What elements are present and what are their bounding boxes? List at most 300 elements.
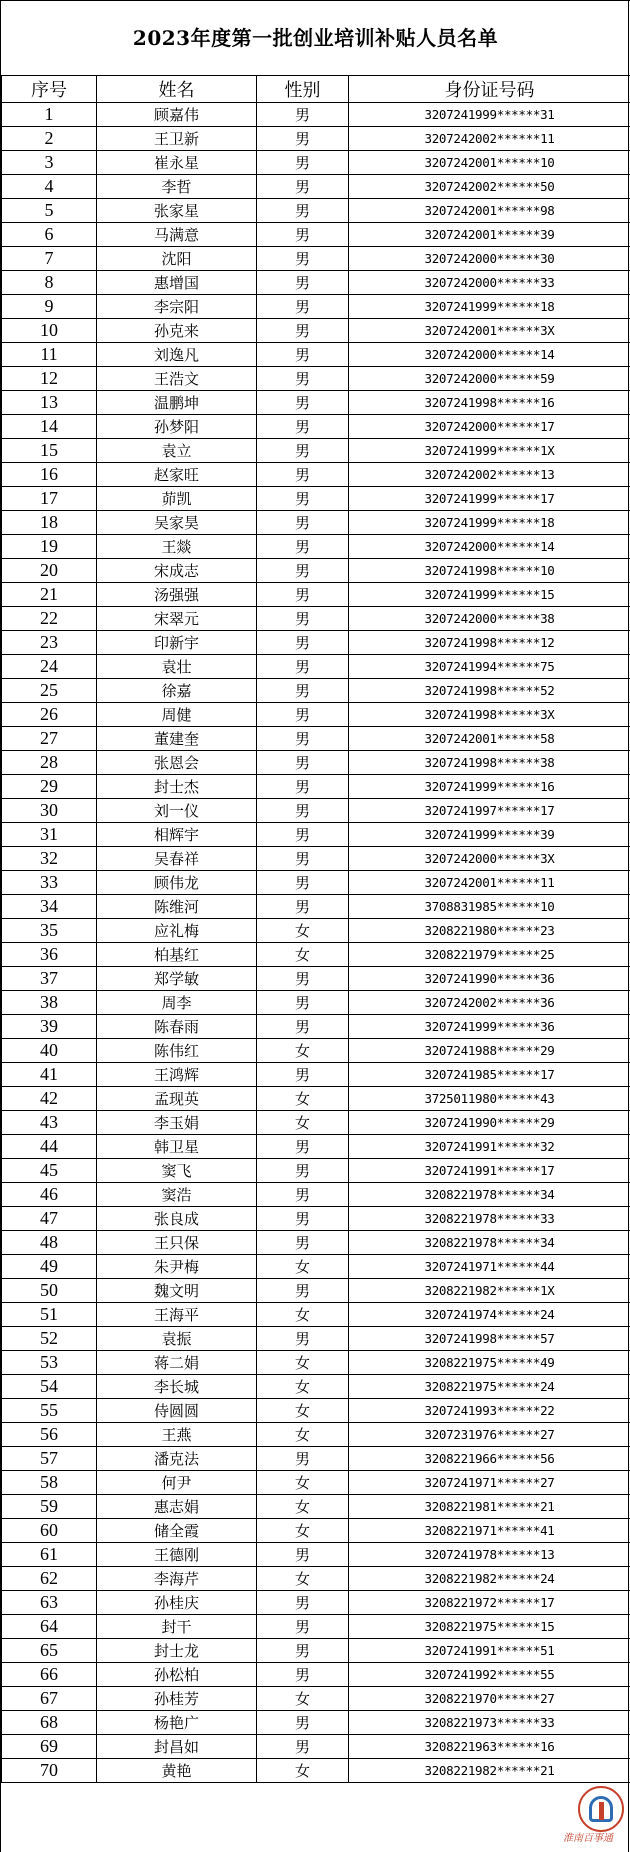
cell-id-number: 3207241974******24: [349, 1303, 630, 1327]
cell-name: 孙松柏: [97, 1663, 257, 1687]
cell-serial: 65: [2, 1639, 97, 1663]
cell-id-number: 3207242001******10: [349, 151, 630, 175]
cell-id-number: 3207242001******58: [349, 727, 630, 751]
cell-serial: 59: [2, 1495, 97, 1519]
cell-serial: 5: [2, 199, 97, 223]
cell-name: 侍圆圆: [97, 1399, 257, 1423]
cell-name: 王浩文: [97, 367, 257, 391]
cell-name: 袁立: [97, 439, 257, 463]
cell-name: 张良成: [97, 1207, 257, 1231]
cell-gender: 女: [257, 1039, 349, 1063]
cell-name: 茆凯: [97, 487, 257, 511]
table-row: [2, 247, 630, 271]
cell-gender: 女: [257, 1111, 349, 1135]
table-row: [2, 1087, 630, 1111]
cell-serial: 15: [2, 439, 97, 463]
cell-id-number: 3207241998******52: [349, 679, 630, 703]
cell-gender: 男: [257, 1639, 349, 1663]
cell-id-number: 3708831985******10: [349, 895, 630, 919]
cell-serial: 8: [2, 271, 97, 295]
cell-name: 李哲: [97, 175, 257, 199]
cell-id-number: 3207242000******59: [349, 367, 630, 391]
cell-gender: 女: [257, 1375, 349, 1399]
page-title: 2023年度第一批创业培训补贴人员名单: [1, 0, 630, 75]
cell-name: 孙克来: [97, 319, 257, 343]
table-row: [2, 727, 630, 751]
cell-gender: 男: [257, 415, 349, 439]
cell-gender: 男: [257, 847, 349, 871]
cell-serial: 70: [2, 1759, 97, 1783]
cell-serial: 56: [2, 1423, 97, 1447]
table-row: [2, 1351, 630, 1375]
cell-serial: 25: [2, 679, 97, 703]
table-row: [2, 751, 630, 775]
cell-name: 封士杰: [97, 775, 257, 799]
table-row: [2, 847, 630, 871]
cell-id-number: 3208221978******33: [349, 1207, 630, 1231]
table-row: [2, 967, 630, 991]
table-row: [2, 1135, 630, 1159]
cell-name: 刘一仪: [97, 799, 257, 823]
cell-gender: 男: [257, 1183, 349, 1207]
cell-gender: 男: [257, 607, 349, 631]
table-row: [2, 1471, 630, 1495]
cell-name: 袁壮: [97, 655, 257, 679]
header-gender: 性别: [257, 76, 349, 103]
cell-serial: 33: [2, 871, 97, 895]
cell-gender: 男: [257, 1135, 349, 1159]
cell-name: 惠增国: [97, 271, 257, 295]
table-row: [2, 1423, 630, 1447]
cell-serial: 34: [2, 895, 97, 919]
cell-gender: 男: [257, 271, 349, 295]
cell-id-number: 3208221980******23: [349, 919, 630, 943]
cell-name: 封士龙: [97, 1639, 257, 1663]
cell-gender: 男: [257, 1327, 349, 1351]
table-row: [2, 151, 630, 175]
table-row: [2, 439, 630, 463]
cell-id-number: 3207241998******12: [349, 631, 630, 655]
cell-gender: 男: [257, 655, 349, 679]
cell-serial: 45: [2, 1159, 97, 1183]
cell-gender: 女: [257, 1351, 349, 1375]
table-row: [2, 871, 630, 895]
table-row: [2, 559, 630, 583]
cell-name: 顾伟龙: [97, 871, 257, 895]
table-row: [2, 799, 630, 823]
cell-serial: 22: [2, 607, 97, 631]
table-row: [2, 223, 630, 247]
cell-name: 沈阳: [97, 247, 257, 271]
cell-serial: 19: [2, 535, 97, 559]
cell-gender: 女: [257, 1255, 349, 1279]
cell-serial: 26: [2, 703, 97, 727]
cell-gender: 男: [257, 367, 349, 391]
cell-gender: 男: [257, 319, 349, 343]
table-row: [2, 679, 630, 703]
cell-gender: 女: [257, 1519, 349, 1543]
table-row: [2, 1327, 630, 1351]
table-row: [2, 1063, 630, 1087]
cell-serial: 52: [2, 1327, 97, 1351]
cell-id-number: 3207241999******1X: [349, 439, 630, 463]
table-row: [2, 655, 630, 679]
cell-id-number: 3207241990******36: [349, 967, 630, 991]
table-row: [2, 1543, 630, 1567]
cell-id-number: 3207242002******50: [349, 175, 630, 199]
cell-id-number: 3208221971******41: [349, 1519, 630, 1543]
cell-id-number: 3207242001******3X: [349, 319, 630, 343]
cell-name: 温鹏坤: [97, 391, 257, 415]
cell-serial: 48: [2, 1231, 97, 1255]
cell-id-number: 3207241971******27: [349, 1471, 630, 1495]
table-row: [2, 919, 630, 943]
cell-serial: 40: [2, 1039, 97, 1063]
roster-table: [1, 75, 630, 1783]
cell-gender: 男: [257, 751, 349, 775]
cell-serial: 27: [2, 727, 97, 751]
cell-gender: 女: [257, 1399, 349, 1423]
cell-name: 汤强强: [97, 583, 257, 607]
cell-id-number: 3208221982******21: [349, 1759, 630, 1783]
table-row: [2, 535, 630, 559]
cell-id-number: 3207242002******36: [349, 991, 630, 1015]
cell-serial: 3: [2, 151, 97, 175]
cell-id-number: 3208221982******1X: [349, 1279, 630, 1303]
cell-id-number: 3207241998******57: [349, 1327, 630, 1351]
cell-id-number: 3207241998******3X: [349, 703, 630, 727]
cell-gender: 女: [257, 1687, 349, 1711]
cell-serial: 13: [2, 391, 97, 415]
cell-serial: 1: [2, 103, 97, 127]
cell-serial: 30: [2, 799, 97, 823]
table-row: [2, 487, 630, 511]
cell-id-number: 3207242000******17: [349, 415, 630, 439]
cell-gender: 女: [257, 943, 349, 967]
table-row: [2, 463, 630, 487]
cell-name: 何尹: [97, 1471, 257, 1495]
cell-id-number: 3207241997******17: [349, 799, 630, 823]
cell-id-number: 3207242000******14: [349, 535, 630, 559]
cell-serial: 16: [2, 463, 97, 487]
cell-gender: 女: [257, 1567, 349, 1591]
cell-serial: 10: [2, 319, 97, 343]
cell-serial: 61: [2, 1543, 97, 1567]
cell-id-number: 3207241999******16: [349, 775, 630, 799]
cell-serial: 39: [2, 1015, 97, 1039]
table-row: [2, 1567, 630, 1591]
table-row: [2, 1399, 630, 1423]
cell-name: 应礼梅: [97, 919, 257, 943]
table-row: [2, 1111, 630, 1135]
cell-id-number: 3208221966******56: [349, 1447, 630, 1471]
cell-name: 徐嘉: [97, 679, 257, 703]
cell-gender: 男: [257, 127, 349, 151]
cell-name: 董建奎: [97, 727, 257, 751]
cell-name: 黄艳: [97, 1759, 257, 1783]
cell-id-number: 3207242001******11: [349, 871, 630, 895]
cell-id-number: 3207241999******15: [349, 583, 630, 607]
cell-serial: 38: [2, 991, 97, 1015]
cell-gender: 男: [257, 487, 349, 511]
cell-name: 张恩会: [97, 751, 257, 775]
cell-name: 封干: [97, 1615, 257, 1639]
table-row: [2, 1231, 630, 1255]
table-row: [2, 583, 630, 607]
cell-id-number: 3207242000******38: [349, 607, 630, 631]
cell-id-number: 3207241999******36: [349, 1015, 630, 1039]
cell-gender: 女: [257, 1303, 349, 1327]
cell-id-number: 3207241971******44: [349, 1255, 630, 1279]
cell-id-number: 3208221973******33: [349, 1711, 630, 1735]
cell-name: 陈维河: [97, 895, 257, 919]
table-row: [2, 1279, 630, 1303]
cell-gender: 女: [257, 1759, 349, 1783]
cell-serial: 24: [2, 655, 97, 679]
table-row: [2, 1759, 630, 1783]
cell-name: 窦浩: [97, 1183, 257, 1207]
cell-serial: 4: [2, 175, 97, 199]
cell-name: 惠志娟: [97, 1495, 257, 1519]
cell-gender: 男: [257, 967, 349, 991]
cell-serial: 51: [2, 1303, 97, 1327]
cell-name: 崔永星: [97, 151, 257, 175]
cell-gender: 女: [257, 1471, 349, 1495]
cell-gender: 男: [257, 1159, 349, 1183]
table-row: [2, 1015, 630, 1039]
cell-id-number: 3207241999******18: [349, 295, 630, 319]
cell-serial: 20: [2, 559, 97, 583]
cell-name: 吴家昊: [97, 511, 257, 535]
cell-name: 李长城: [97, 1375, 257, 1399]
cell-serial: 36: [2, 943, 97, 967]
cell-name: 魏文明: [97, 1279, 257, 1303]
cell-name: 陈伟红: [97, 1039, 257, 1063]
table-row: [2, 1519, 630, 1543]
cell-gender: 男: [257, 391, 349, 415]
cell-id-number: 3208221982******24: [349, 1567, 630, 1591]
cell-id-number: 3208221975******15: [349, 1615, 630, 1639]
cell-serial: 31: [2, 823, 97, 847]
cell-serial: 67: [2, 1687, 97, 1711]
table-row: [2, 367, 630, 391]
cell-serial: 46: [2, 1183, 97, 1207]
cell-id-number: 3207241998******38: [349, 751, 630, 775]
cell-id-number: 3208221975******24: [349, 1375, 630, 1399]
cell-name: 孙桂芳: [97, 1687, 257, 1711]
table-row: [2, 199, 630, 223]
cell-gender: 男: [257, 175, 349, 199]
cell-serial: 69: [2, 1735, 97, 1759]
cell-name: 孙桂庆: [97, 1591, 257, 1615]
table-row: [2, 1207, 630, 1231]
table-row: [2, 895, 630, 919]
cell-id-number: 3207231976******27: [349, 1423, 630, 1447]
cell-serial: 21: [2, 583, 97, 607]
cell-serial: 42: [2, 1087, 97, 1111]
cell-id-number: 3208221978******34: [349, 1231, 630, 1255]
cell-name: 孙梦阳: [97, 415, 257, 439]
table-row: [2, 1303, 630, 1327]
cell-name: 储全霞: [97, 1519, 257, 1543]
cell-gender: 男: [257, 343, 349, 367]
table-row: [2, 703, 630, 727]
cell-serial: 35: [2, 919, 97, 943]
cell-id-number: 3208221981******21: [349, 1495, 630, 1519]
cell-name: 相辉宇: [97, 823, 257, 847]
cell-id-number: 3207241994******75: [349, 655, 630, 679]
table-row: [2, 1255, 630, 1279]
cell-name: 陈春雨: [97, 1015, 257, 1039]
cell-id-number: 3207241991******32: [349, 1135, 630, 1159]
cell-name: 潘克法: [97, 1447, 257, 1471]
cell-gender: 男: [257, 103, 349, 127]
cell-id-number: 3207242001******39: [349, 223, 630, 247]
cell-name: 张家星: [97, 199, 257, 223]
cell-id-number: 3207241985******17: [349, 1063, 630, 1087]
cell-gender: 男: [257, 799, 349, 823]
cell-gender: 男: [257, 1615, 349, 1639]
cell-name: 马满意: [97, 223, 257, 247]
cell-gender: 男: [257, 991, 349, 1015]
cell-serial: 44: [2, 1135, 97, 1159]
cell-name: 宋成志: [97, 559, 257, 583]
cell-serial: 12: [2, 367, 97, 391]
cell-name: 封昌如: [97, 1735, 257, 1759]
cell-serial: 57: [2, 1447, 97, 1471]
cell-serial: 29: [2, 775, 97, 799]
table-row: [2, 103, 630, 127]
cell-id-number: 3208221972******17: [349, 1591, 630, 1615]
cell-name: 吴春祥: [97, 847, 257, 871]
cell-name: 王卫新: [97, 127, 257, 151]
table-row: [2, 1591, 630, 1615]
header-serial: 序号: [2, 76, 97, 103]
cell-serial: 6: [2, 223, 97, 247]
cell-gender: 男: [257, 439, 349, 463]
cell-serial: 2: [2, 127, 97, 151]
table-row: [2, 1735, 630, 1759]
header-id-number: 身份证号码: [349, 76, 630, 103]
cell-id-number: 3208221970******27: [349, 1687, 630, 1711]
cell-name: 王鸿辉: [97, 1063, 257, 1087]
cell-gender: 男: [257, 151, 349, 175]
cell-serial: 62: [2, 1567, 97, 1591]
table-row: [2, 1615, 630, 1639]
cell-serial: 50: [2, 1279, 97, 1303]
logo-badge-icon: [578, 1786, 624, 1832]
cell-name: 王德刚: [97, 1543, 257, 1567]
cell-name: 刘逸凡: [97, 343, 257, 367]
cell-id-number: 3208221975******49: [349, 1351, 630, 1375]
cell-gender: 男: [257, 895, 349, 919]
cell-id-number: 3207241999******31: [349, 103, 630, 127]
table-row: [2, 319, 630, 343]
cell-id-number: 3208221963******16: [349, 1735, 630, 1759]
table-row: [2, 1687, 630, 1711]
cell-name: 杨艳广: [97, 1711, 257, 1735]
cell-name: 顾嘉伟: [97, 103, 257, 127]
cell-gender: 男: [257, 727, 349, 751]
cell-name: 印新宇: [97, 631, 257, 655]
cell-serial: 32: [2, 847, 97, 871]
cell-gender: 男: [257, 1231, 349, 1255]
cell-gender: 女: [257, 1087, 349, 1111]
cell-id-number: 3207242001******98: [349, 199, 630, 223]
cell-name: 韩卫星: [97, 1135, 257, 1159]
cell-gender: 男: [257, 511, 349, 535]
cell-gender: 男: [257, 775, 349, 799]
cell-gender: 男: [257, 247, 349, 271]
cell-id-number: 3207241992******55: [349, 1663, 630, 1687]
cell-id-number: 3207241991******51: [349, 1639, 630, 1663]
cell-serial: 9: [2, 295, 97, 319]
cell-serial: 28: [2, 751, 97, 775]
table-row: [2, 823, 630, 847]
cell-id-number: 3207241999******17: [349, 487, 630, 511]
table-row: [2, 127, 630, 151]
cell-gender: 男: [257, 223, 349, 247]
cell-id-number: 3208221979******25: [349, 943, 630, 967]
table-row: [2, 1159, 630, 1183]
table-row: [2, 1495, 630, 1519]
cell-name: 郑学敏: [97, 967, 257, 991]
table-row: [2, 1039, 630, 1063]
cell-name: 蒋二娟: [97, 1351, 257, 1375]
cell-gender: 男: [257, 631, 349, 655]
cell-serial: 41: [2, 1063, 97, 1087]
cell-serial: 17: [2, 487, 97, 511]
cell-serial: 47: [2, 1207, 97, 1231]
cell-name: 袁振: [97, 1327, 257, 1351]
cell-id-number: 3207241999******39: [349, 823, 630, 847]
cell-serial: 53: [2, 1351, 97, 1375]
cell-name: 宋翠元: [97, 607, 257, 631]
cell-serial: 55: [2, 1399, 97, 1423]
cell-id-number: 3207242000******14: [349, 343, 630, 367]
cell-gender: 男: [257, 1063, 349, 1087]
table-row: [2, 391, 630, 415]
table-row: [2, 511, 630, 535]
cell-serial: 37: [2, 967, 97, 991]
cell-gender: 男: [257, 535, 349, 559]
cell-id-number: 3207242000******30: [349, 247, 630, 271]
watermark-text: 淮南百事通: [563, 1833, 613, 1844]
cell-serial: 14: [2, 415, 97, 439]
cell-name: 周健: [97, 703, 257, 727]
table-row: [2, 343, 630, 367]
cell-gender: 男: [257, 295, 349, 319]
cell-id-number: 3207241993******22: [349, 1399, 630, 1423]
cell-gender: 女: [257, 1423, 349, 1447]
table-row: [2, 295, 630, 319]
cell-id-number: 3207241988******29: [349, 1039, 630, 1063]
cell-id-number: 3725011980******43: [349, 1087, 630, 1111]
cell-gender: 男: [257, 1279, 349, 1303]
table-row: [2, 175, 630, 199]
cell-serial: 60: [2, 1519, 97, 1543]
cell-serial: 64: [2, 1615, 97, 1639]
cell-gender: 男: [257, 871, 349, 895]
cell-id-number: 3207241991******17: [349, 1159, 630, 1183]
cell-gender: 男: [257, 583, 349, 607]
cell-gender: 男: [257, 1663, 349, 1687]
cell-serial: 18: [2, 511, 97, 535]
cell-name: 窦飞: [97, 1159, 257, 1183]
cell-id-number: 3207241998******16: [349, 391, 630, 415]
header-name: 姓名: [97, 76, 257, 103]
table-row: [2, 1711, 630, 1735]
